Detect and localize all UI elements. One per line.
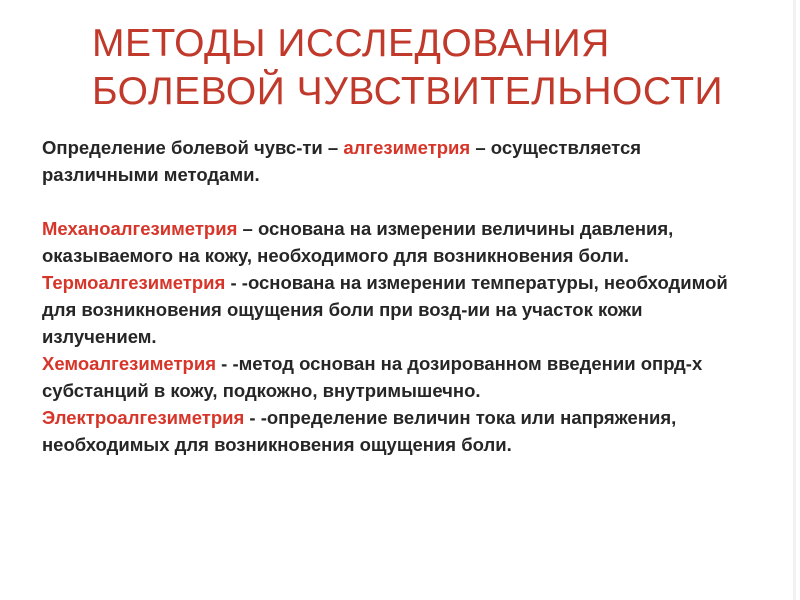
method-electro xyxy=(42,404,742,458)
slide-title-line-1: МЕТОДЫ ИССЛЕДОВАНИЯ xyxy=(92,22,610,65)
method-term: Электроалгезиметрия xyxy=(42,407,245,428)
method-description: – основана на измерении величины давления, оказываемого на кожу, необходимого для возникновения боли. xyxy=(42,218,674,266)
right-edge-stripe xyxy=(793,0,796,600)
method-mechano xyxy=(42,215,742,269)
slide-body xyxy=(42,134,742,458)
slide-title-line-2: БОЛЕВОЙ ЧУВСТВИТЕЛЬНОСТИ xyxy=(92,70,724,113)
intro-paragraph xyxy=(42,134,742,188)
method-description: - -основана на измерении температуры, необходимой для возникновения ощущения боли при возд-ии на участок кожи излучением. xyxy=(42,272,728,347)
slide-title xyxy=(92,20,772,116)
method-term: Хемоалгезиметрия xyxy=(42,353,216,374)
intro-prefix: Определение болевой чувс-ти – xyxy=(42,137,344,158)
intro-suffix: – осуществляется различными методами. xyxy=(42,137,642,185)
method-thermo xyxy=(42,269,742,350)
method-term: Механоалгезиметрия xyxy=(42,218,238,239)
method-description: - -метод основан на дозированном введении опрд-х субстанций в кожу, подкожно, внутримышечно. xyxy=(42,353,703,401)
method-description: - -определение величин тока или напряжения, необходимых для возникновения ощущения боли. xyxy=(42,407,677,455)
method-chemo xyxy=(42,350,742,404)
method-term: Термоалгезиметрия xyxy=(42,272,226,293)
intro-term: алгезиметрия xyxy=(343,137,471,158)
